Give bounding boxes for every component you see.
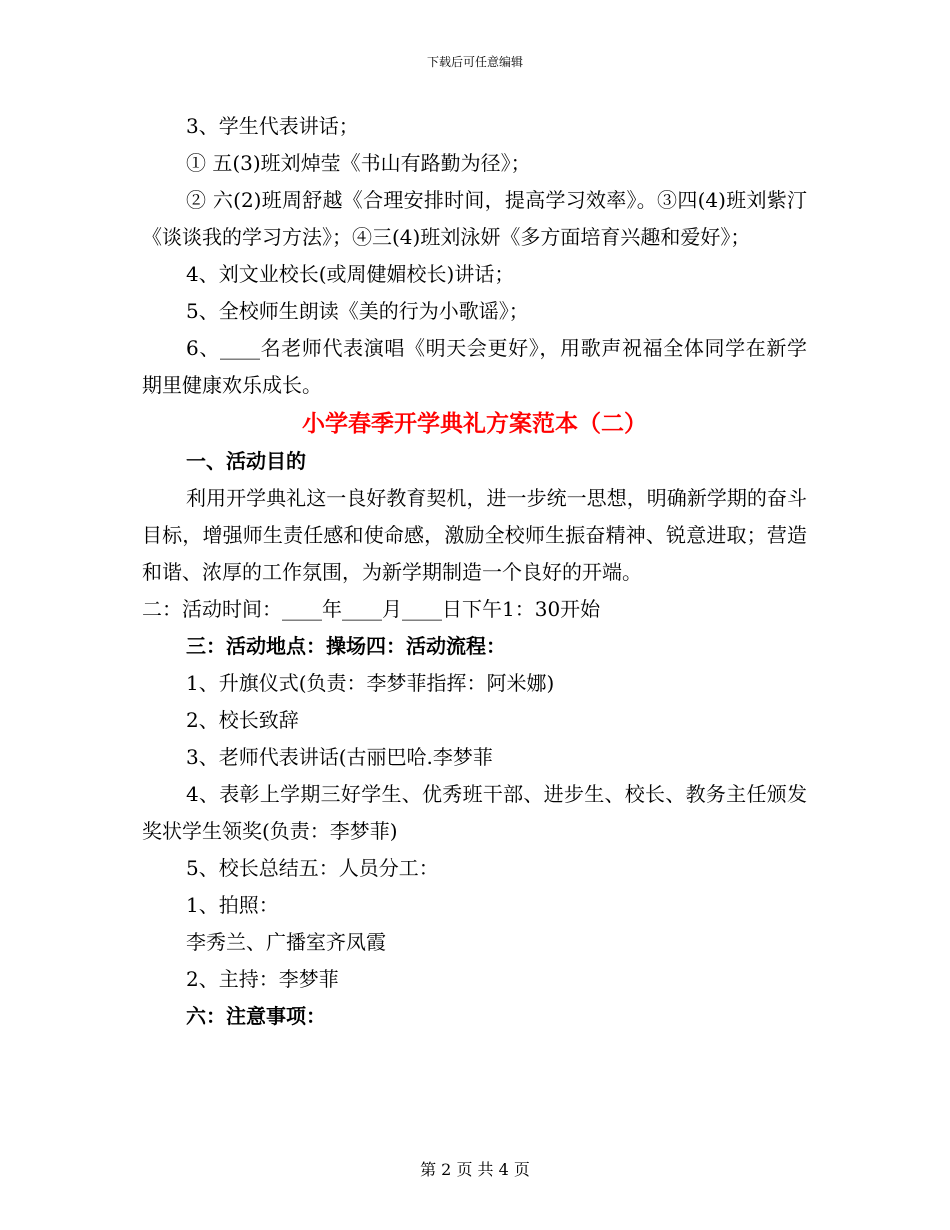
section-title: 小学春季开学典礼方案范本（二） <box>302 411 647 437</box>
body-paragraph: 利用开学典礼这一良好教育契机，进一步统一思想，明确新学期的奋斗目标，增强师生责任感和使命感，激励全校师生振奋精神、锐意进取；营造和谐、浓厚的工作氛围，为新学期制造一个良好的开端。 <box>142 486 807 584</box>
body-paragraph: 1、拍照： <box>186 893 279 917</box>
body-paragraph: 6、____名老师代表演唱《明天会更好》，用歌声祝福全体同学在新学期里健康欢乐成长。 <box>142 336 807 397</box>
body-paragraph: 3、学生代表讲话； <box>186 114 359 138</box>
body-paragraph: ① 五(3)班刘焯莹《书山有路勤为径》； <box>186 151 531 175</box>
page-number: 第 2 页 共 4 页 <box>420 1160 530 1179</box>
body-paragraph: 4、表彰上学期三好学生、优秀班干部、进步生、校长、教务主任颁发奖状学生领奖(负责：李梦菲) <box>142 782 807 843</box>
part2-paragraphs <box>142 443 807 1035</box>
part1-paragraphs <box>142 108 807 404</box>
body-paragraph: 4、刘文业校长(或周健媚校长)讲话； <box>186 262 515 286</box>
body-paragraph: 3、老师代表讲话(古丽巴哈.李梦菲 <box>186 745 493 769</box>
header-note: 下载后可任意编辑 <box>426 55 523 69</box>
body-paragraph: ② 六(2)班周舒越《合理安排时间，提高学习效率》。③四(4)班刘紫汀《谈谈我的学习方法》；④三(4)班刘泳妍《多方面培育兴趣和爱好》； <box>142 188 807 249</box>
body-paragraph: 李秀兰、广播室齐凤霞 <box>186 930 386 954</box>
body-paragraph: 2、主持：李梦菲 <box>186 967 339 991</box>
body-paragraph: 5、校长总结五：人员分工： <box>186 856 439 880</box>
document-body <box>142 108 807 1035</box>
heading-paragraph: 六：注意事项： <box>186 1004 326 1028</box>
body-paragraph: 1、升旗仪式(负责：李梦菲指挥：阿米娜) <box>186 671 555 695</box>
body-paragraph: 5、全校师生朗读《美的行为小歌谣》； <box>186 299 529 323</box>
heading-paragraph: 一、活动目的 <box>186 449 306 473</box>
heading-paragraph: 三：活动地点：操场四：活动流程： <box>186 634 506 658</box>
body-paragraph: 二：活动时间：____年____月____日下午1：30开始 <box>142 597 601 621</box>
body-paragraph: 2、校长致辞 <box>186 708 299 732</box>
